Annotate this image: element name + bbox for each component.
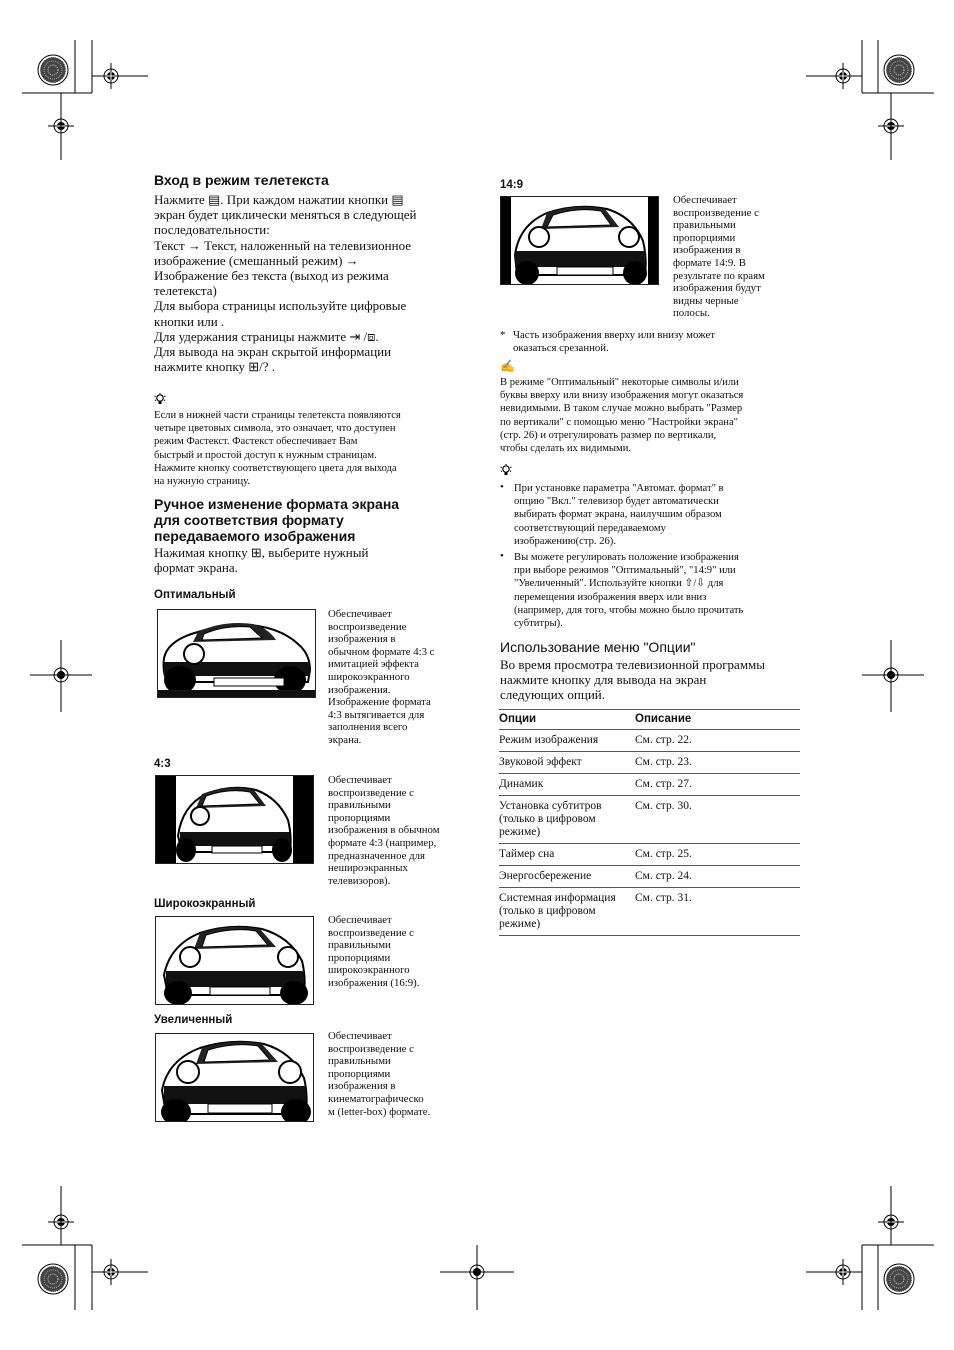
table-row: [499, 774, 800, 796]
tip-icon: [154, 393, 166, 406]
table-row: [499, 844, 800, 866]
mode-desc-line: пропорциями: [328, 811, 391, 824]
mode-label-43: 4:3: [154, 758, 171, 770]
mode-desc-line: обычном формате 4:3 с: [328, 645, 435, 658]
options-intro-line: Во время просмотра телевизионной программы: [500, 657, 766, 672]
mode-desc-43: [328, 774, 458, 887]
mode-desc-line: пропорциями: [328, 1067, 391, 1080]
table-row: [499, 796, 800, 844]
mode-desc-line: нешироэкранных: [328, 862, 408, 875]
option-name: Системная информация (только в цифровом режиме): [499, 892, 616, 930]
mode-desc-line: правильными: [328, 1055, 391, 1068]
option-desc: См. стр. 30.: [635, 800, 692, 812]
mode-desc-line: изображения будут: [673, 282, 761, 295]
option-desc: См. стр. 23.: [635, 756, 692, 768]
option-desc: См. стр. 27.: [635, 778, 692, 790]
mode-desc-line: предназначенное для: [328, 849, 425, 862]
mode-desc-line: полосы.: [673, 307, 710, 320]
note-icon: ✍: [500, 359, 515, 373]
option-name: Таймер сна: [499, 848, 555, 860]
mode-desc-line: изображения в: [328, 1080, 396, 1093]
format-title-line: Ручное изменение формата экрана: [154, 496, 400, 512]
option-desc: См. стр. 31.: [635, 892, 692, 904]
options-intro-line: следующих опций.: [500, 687, 605, 703]
mode-desc-line: изображения в: [328, 633, 396, 646]
footnote-mark: *: [500, 329, 506, 341]
mode-desc-line: воспроизведение: [328, 620, 407, 633]
tip-bullet-line: Вы можете регулировать положение изображения: [514, 552, 739, 563]
teletext-line: изображение (смешанный режим) →: [154, 252, 359, 268]
teletext-body: [154, 192, 454, 374]
mode-desc-line: правильными: [328, 799, 391, 812]
tip-bullet-line: перемещения изображения вверх или вниз: [514, 591, 707, 603]
mode-desc-line: пропорциями: [673, 231, 736, 244]
teletext-line: Для выбора страницы используйте цифровые: [154, 298, 407, 314]
teletext-line: Для вывода на экран скрытой информации: [154, 344, 392, 360]
tip-bullet-line: соответствующий передаваемому: [514, 522, 666, 534]
table-row: [499, 730, 800, 752]
options-title: Использование меню "Опции": [500, 639, 696, 655]
mode-desc-line: Обеспечивает: [328, 914, 392, 926]
format-intro: [154, 545, 454, 575]
mode-desc-line: результате по краям: [673, 269, 765, 282]
note-line: невидимыми. В таком случае можно выбрать "Размер: [500, 403, 743, 415]
mode-desc-line: правильными: [328, 939, 391, 952]
mode-label-wide: Широкоэкранный: [154, 898, 256, 910]
option-name: Энергосбережение: [499, 870, 592, 882]
tip-line: на нужную страницу.: [154, 476, 251, 488]
tip-bullet-line: (например, для того, чтобы можно было прочитать: [514, 604, 744, 616]
mode-desc-line: Обеспечивает: [673, 194, 737, 206]
mode-desc-line: широкоэкранного: [328, 670, 410, 683]
mode-desc-line: воспроизведение с: [328, 1042, 414, 1055]
teletext-line: последовательности:: [154, 222, 270, 238]
tip-bullet-line: опцию "Вкл." телевизор будет автоматически: [514, 496, 719, 508]
table-row: [499, 888, 800, 936]
mode-desc-line: воспроизведение с: [328, 786, 414, 799]
mode-desc-line: Изображение формата: [328, 696, 431, 709]
tip-icon: [500, 464, 512, 477]
teletext-line: Изображение без текста (выход из режима: [154, 268, 389, 284]
option-name: Установка субтитров (только в цифровом режиме): [499, 800, 602, 838]
car-image-wide: [155, 916, 314, 1005]
note-text: [500, 376, 802, 455]
note-line: (стр. 26) и отрегулировать размер по вертикали,: [500, 429, 717, 441]
note-line: буквы вверху или внизу изображения могут оказаться: [500, 390, 744, 402]
note-line: В режиме "Оптимальный" некоторые символы и/или: [500, 377, 739, 388]
mode-desc-line: изображения в: [673, 244, 741, 257]
mode-desc-line: широкоэкранного: [328, 964, 410, 977]
mode-desc-wide: [328, 914, 458, 990]
option-name: Режим изображения: [499, 734, 599, 746]
table-row: [499, 866, 800, 888]
mode-desc-line: Обеспечивает: [328, 774, 392, 786]
mode-desc-line: Обеспечивает: [328, 1030, 392, 1042]
tip-bullet-line: выбирать формат экрана, наилучшим образом: [514, 509, 722, 521]
teletext-title: Вход в режим телетекста: [154, 172, 329, 188]
option-desc: См. стр. 22.: [635, 734, 692, 746]
teletext-line: телетекста): [154, 283, 217, 299]
table-header-row: [499, 710, 800, 730]
mode-desc-line: видны черные: [673, 294, 739, 307]
car-image-149: [500, 196, 659, 285]
mode-desc-line: экрана.: [328, 733, 362, 746]
table-header-options: Опции: [499, 713, 537, 725]
mode-desc-line: воспроизведение с: [673, 206, 759, 219]
mode-desc-optimal: [328, 608, 458, 747]
format-intro-line: Нажимая кнопку ⊞, выберите нужный: [154, 545, 369, 560]
option-desc: См. стр. 24.: [635, 870, 692, 882]
tip-line: быстрый и простой доступ к нужным страницам.: [154, 449, 377, 461]
tip-bullet-line: При установке параметра "Автомат. формат" в: [514, 483, 724, 494]
mode-desc-line: 4:3 вытягивается для: [328, 708, 425, 721]
mode-label-149: 14:9: [500, 179, 524, 191]
option-desc: См. стр. 25.: [635, 848, 692, 860]
format-title: [154, 496, 454, 544]
footnote-line: оказаться срезанной.: [513, 341, 609, 354]
mode-desc-149: [673, 194, 803, 320]
mode-label-optimal: Оптимальный: [154, 589, 236, 601]
mode-desc-line: кинематографическо: [328, 1092, 424, 1105]
bullet-dot: •: [500, 481, 504, 493]
options-intro: [500, 657, 802, 703]
mode-desc-zoom: [328, 1030, 458, 1118]
mode-label-zoom: Увеличенный: [154, 1014, 233, 1026]
mode-desc-line: формате 14:9. В: [673, 256, 746, 269]
mode-desc-line: м (letter-box) формате.: [328, 1105, 431, 1118]
mode-desc-line: имитацией эффекта: [328, 658, 419, 671]
mode-desc-line: изображения (16:9).: [328, 976, 420, 989]
footnote-line: Часть изображения вверху или внизу может: [513, 329, 715, 341]
tip-bullet-line: субтитры).: [514, 618, 563, 630]
teletext-line: Для удержания страницы нажмите ⇥ /⧈.: [154, 328, 379, 344]
tip-bullet-line: изображению(стр. 26).: [514, 535, 616, 547]
car-image-optimal: [157, 609, 316, 698]
table-row: [499, 752, 800, 774]
teletext-line: экран будет циклически меняться в следующей: [154, 207, 417, 223]
options-intro-line: нажмите кнопку для вывода на экран: [500, 672, 707, 688]
table-header-description: Описание: [635, 713, 692, 725]
teletext-line: Текст → Текст, наложенный на телевизионное: [154, 237, 411, 253]
tip-bullet-1: [514, 482, 804, 548]
mode-desc-line: воспроизведение с: [328, 926, 414, 939]
mode-desc-line: правильными: [673, 219, 736, 232]
tip-bullet-2: [514, 551, 804, 630]
footnote-text: [513, 329, 803, 354]
mode-desc-line: изображения в обычном: [328, 824, 440, 837]
options-table: [499, 709, 800, 936]
mode-desc-line: изображения.: [328, 683, 391, 696]
option-name: Динамик: [499, 778, 544, 790]
note-line: чтобы сделать их видимыми.: [500, 443, 632, 455]
mode-desc-line: Обеспечивает: [328, 608, 392, 620]
bullet-dot: •: [500, 550, 504, 562]
teletext-line: кнопки или .: [154, 313, 225, 329]
teletext-line: нажмите кнопку ⊞/? .: [154, 359, 275, 375]
teletext-line: Нажмите ▤. При каждом нажатии кнопки ▤: [154, 192, 404, 207]
format-title-line: для соответствия формату: [154, 512, 344, 528]
car-image-zoom: [155, 1033, 314, 1122]
tip-bullet-line: при выборе режимов "Оптимальный", "14:9" или: [514, 565, 736, 577]
mode-desc-line: заполнения всего: [328, 721, 408, 734]
tip-line: режим Фастекст. Фастекст обеспечивает Вам: [154, 436, 358, 448]
tip-bullet-line: "Увеличенный". Используйте кнопки ⇧/⇩ для: [514, 578, 724, 590]
note-line: по вертикали" с помощью меню "Настройки экрана": [500, 416, 738, 428]
tip-text: [154, 409, 456, 488]
tip-line: Нажмите кнопку соответствующего цвета для выхода: [154, 462, 397, 474]
tip-line: Если в нижней части страницы телетекста появляются: [154, 410, 401, 421]
tip-line: четыре цветовых символа, это означает, что доступен: [154, 423, 396, 435]
car-image-43: [155, 775, 314, 864]
format-intro-line: формат экрана.: [154, 560, 238, 576]
mode-desc-line: телевизоров).: [328, 874, 391, 887]
format-title-line: передаваемого изображения: [154, 528, 356, 544]
mode-desc-line: формате 4:3 (например,: [328, 836, 437, 849]
mode-desc-line: пропорциями: [328, 951, 391, 964]
option-name: Звуковой эффект: [499, 756, 582, 768]
